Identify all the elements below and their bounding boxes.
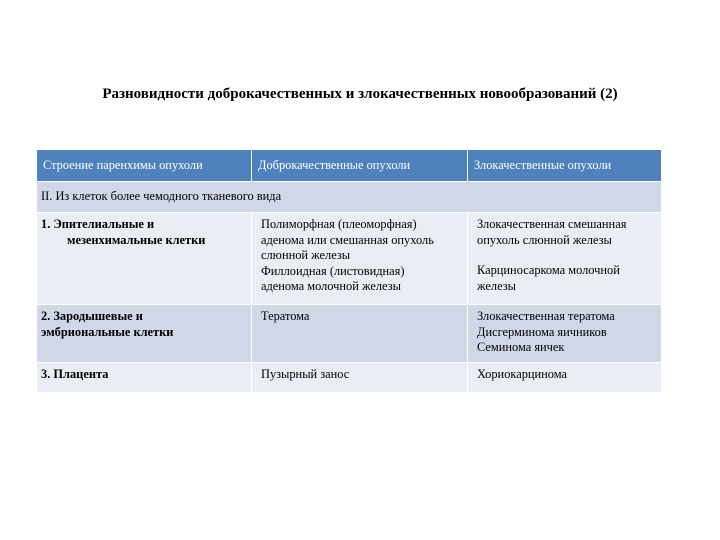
table-header-row <box>37 150 662 182</box>
cell-line: Дисгерминома яичников <box>477 324 607 339</box>
row-malignant <box>468 213 662 305</box>
cell-line: Злокачественная тератома <box>477 309 615 323</box>
cell-line: Филлоидная (листовидная) <box>261 263 405 278</box>
row-category <box>37 213 252 305</box>
cell-line: опухоль слюнной железы <box>477 232 612 247</box>
category-line: 3. Плацента <box>41 367 109 381</box>
header-structure: Строение паренхимы опухоли <box>37 150 252 182</box>
row-benign <box>252 305 468 363</box>
category-line: мезенхимальные клетки <box>67 232 206 247</box>
row-benign <box>252 363 468 393</box>
row-malignant <box>468 305 662 363</box>
tumor-classification-table <box>36 149 662 393</box>
cell-line: Хориокарцинома <box>477 367 568 381</box>
cell-line: железы <box>477 278 516 293</box>
section-label: II. Из клеток более чемодного тканевого вида <box>37 182 662 213</box>
category-line: 1. Эпителиальные и <box>41 217 155 231</box>
cell-line: аденома или смешанная опухоль <box>261 232 434 247</box>
cell-line: Пузырный занос <box>261 367 350 381</box>
header-malignant: Злокачественные опухоли <box>468 150 662 182</box>
header-benign: Доброкачественные опухоли <box>252 150 468 182</box>
row-malignant <box>468 363 662 393</box>
row-benign <box>252 213 468 305</box>
cell-line: аденома молочной железы <box>261 279 401 293</box>
category-line: эмбриональные клетки <box>41 324 174 339</box>
cell-spacer <box>477 248 657 263</box>
table-row <box>37 363 662 393</box>
cell-line: Карциносаркома молочной <box>477 263 620 277</box>
row-category <box>37 363 252 393</box>
cell-line: Злокачественная смешанная <box>477 217 627 231</box>
cell-line: Полиморфная (плеоморфная) <box>261 217 417 231</box>
cell-line: Семинома яичек <box>477 340 565 354</box>
table-row <box>37 305 662 363</box>
section-row <box>37 182 662 213</box>
category-line: 2. Зародышевые и <box>41 309 143 323</box>
cell-line: Тератома <box>261 309 310 323</box>
table-row <box>37 213 662 305</box>
row-category <box>37 305 252 363</box>
cell-line: слюнной железы <box>261 248 351 262</box>
slide-title: Разновидности доброкачественных и злокачественных новообразований (2) <box>102 86 618 102</box>
